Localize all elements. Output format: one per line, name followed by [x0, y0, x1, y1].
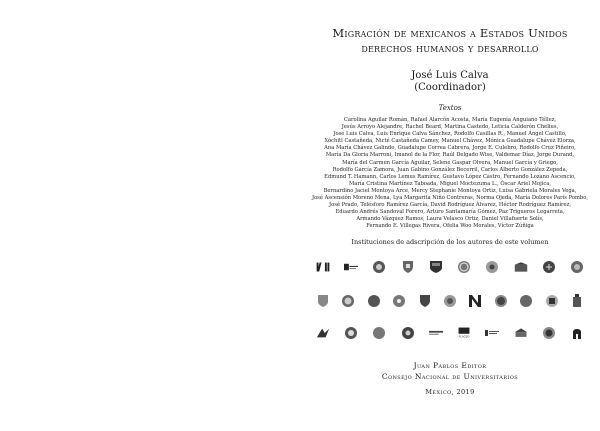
institution-seal-icon	[341, 294, 355, 308]
unl-n-logo	[468, 294, 482, 308]
contributors-line: Ana María Chávez Galindo, Guadalupe Correa Cabrera, Jorge E. Culebro, Rodolfo Cruz Piñeiro,	[324, 145, 576, 152]
institution-seal-icon	[344, 326, 358, 340]
institution-seal-icon	[457, 260, 471, 274]
contributors-line: Carolina Aguilar Román, Rafael Alarcón Acosta, María Eugenia Anguiano Téllez,	[343, 117, 557, 123]
institution-wordmark-logo	[429, 326, 443, 340]
institution-seal-icon	[367, 294, 381, 308]
contributors-line: María Cristina Martínez Taboada, Miguel Moctezuma L., Óscar Ariel Mojica,	[349, 180, 551, 187]
contributors-line: María del Carmen García Aguilar, Selene Gaspar Olvera, Manuel García y Griego,	[342, 159, 558, 166]
institution-seal-icon	[392, 294, 406, 308]
contributors-line: Jesús Arroyo Alejandre, Rachel Beard, Martina Castedo, Leticia Calderón Chelius,	[341, 124, 559, 131]
institution-seal-icon	[372, 260, 386, 274]
institution-logos-row-1	[316, 260, 584, 274]
contributors-line: José Prado, Telésforo Ramírez García, David Rodríguez Álvarez, Héctor Rodríguez Ramírez,	[329, 202, 571, 209]
title-page	[300, 0, 600, 431]
svg-text:FLACSO: FLACSO	[458, 334, 470, 339]
contributors-list	[304, 117, 596, 231]
co-publisher-name: Consejo Nacional de Universitarios	[381, 372, 519, 381]
institution-seal-icon	[545, 294, 559, 308]
institution-seal-icon	[542, 260, 556, 274]
contributors-line: Fernando E. Villegas Rivera, Ofelia Woo Morales, Víctor Zúñiga	[366, 223, 534, 230]
spartan-helmet-icon	[570, 326, 584, 340]
contributors-line: José Ascensión Moreno Mena, Lya Margarita Niño Contreras, Norma Ojeda, María Dolores París Pombo,	[311, 195, 589, 202]
book-author: José Luis Calva	[411, 70, 489, 81]
uam-logo	[316, 260, 330, 274]
unesco-logo	[514, 326, 528, 340]
contributors-line: Eduardo Andrés Sandoval Forero, Arturo Santamaría Gómez, Paz Trigueros Legarreta,	[335, 209, 565, 216]
institutions-label: Instituciones de adscripción de los autores de este volumen	[351, 237, 549, 246]
institution-seal-icon	[519, 294, 533, 308]
contributors-line: Edmund T. Hamann, Carlos Lemus Ramírez, Gustavo López Castro, Fernando Lozano Ascencio,	[324, 173, 576, 180]
contributors-line: María Da Gloria Marroni, Imanol de la Flor, Raúl Delgado Wise, Valdemar Díaz, Jorge Durand,	[325, 152, 575, 159]
institution-logos-row-2	[316, 294, 584, 308]
institution-building-icon	[514, 260, 528, 274]
flacso-logo	[457, 326, 471, 340]
contributors-line: Armando Vázquez Ramos, Laura Velasco Ortiz, Daniel Villafuerte Solís,	[356, 216, 544, 223]
contributors-line: Bernardino Jaciel Montoya Arce, Mercy Stephanie Montoya Ortiz, Luisa Gabriela Morales Vega,	[323, 187, 577, 194]
contributors-line: Rodolfo García Zamora, Juan Gabino González Becerril, Carlos Alberto González Zepeda,	[332, 166, 568, 173]
institution-building-icon	[570, 294, 584, 308]
contributors-line: José Luis Calva, Luis Enrique Calva Sánchez, Rodolfo Casillas R., Manuel Ángel Castillo,	[333, 131, 567, 138]
colegio-frontera-logo	[485, 326, 499, 340]
texts-label: Textos	[438, 104, 462, 112]
book-title	[300, 26, 600, 56]
unam-shield-icon	[429, 260, 443, 274]
place-year: México, 2019	[425, 388, 475, 396]
institution-seal-icon	[570, 260, 584, 274]
institution-seal-icon	[485, 260, 499, 274]
institution-seal-icon	[443, 294, 457, 308]
book-title-line-2: derechos humanos y desarrollo	[361, 41, 539, 55]
publisher-name: Juan Pablos Editor	[413, 361, 487, 370]
contributors-line: Xóchitl Castañeda, Nicté Castañeda Camey, Manuel Chávez, Mónica Guadalupe Chávez Elorza,	[324, 138, 576, 145]
institution-bird-icon	[316, 326, 330, 340]
institution-shield-icon	[316, 294, 330, 308]
institution-logos-row-3	[316, 326, 584, 340]
university-logo-wordmark	[344, 260, 358, 274]
institution-seal-icon	[542, 326, 556, 340]
institution-seal-icon	[372, 326, 386, 340]
institution-crest-icon	[401, 260, 415, 274]
book-title-line-1: Migración de mexicanos a Estados Unidos	[332, 26, 568, 40]
institution-crest-icon	[418, 294, 432, 308]
institution-seal-icon	[401, 326, 415, 340]
author-role: (Coordinador)	[414, 82, 486, 93]
institution-seal-icon	[494, 294, 508, 308]
